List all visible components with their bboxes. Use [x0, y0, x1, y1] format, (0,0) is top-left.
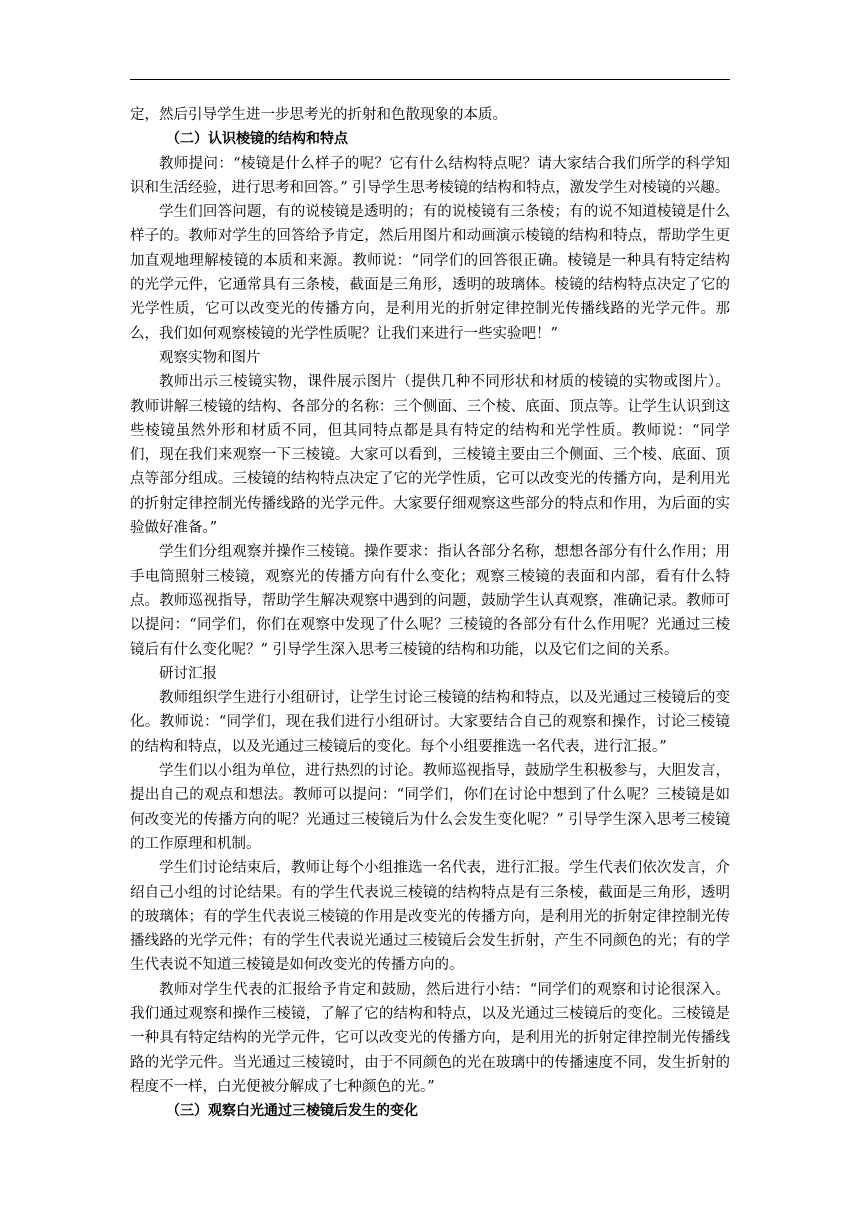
header-rule — [130, 79, 730, 80]
subheading-observe: 观察实物和图片 — [159, 349, 261, 366]
paragraph-continuation: 定，然后引导学生进一步思考光的折射和色散现象的本质。 — [130, 107, 507, 123]
paragraph: 教师出示三棱镜实物，课件展示图片（提供几种不同形状和材质的棱镜的实物或图片）。教师讲解三棱镜的结构、各部分的名称：三个侧面、三个棱、底面、顶点等。让学生认识到这些棱镜虽然外形和材质不同，但其同特点都是具有特定的结构和光学性质。教师说：“同学们，现在我们来观察一下三棱镜。大家可以看到，三棱镜主要由三个侧面、三个棱、底面、顶点等部分组成。三棱镜的结构特点决定了它的光学性质，它可以改变光的传播方向，是利用光的折射定律控制光传播线路的光学元件。大家要仔细观察这些部分的特点和作用，为后面的实验做好准备。” — [130, 374, 730, 537]
paragraph: 学生们以小组为单位，进行热烈的讨论。教师巡视指导，鼓励学生积极参与，大胆发言，提出自己的观点和想法。教师可以提问：“同学们，你们在讨论中想到了什么呢？三棱镜是如何改变光的传播方向的呢？光通过三棱镜后为什么会发生变化呢？” 引导学生深入思考三棱镜的工作原理和机制。 — [130, 763, 730, 852]
paragraph: 学生们回答问题，有的说棱镜是透明的；有的说棱镜有三条棱；有的说不知道棱镜是什么样子的。教师对学生的回答给予肯定，然后用图片和动画演示棱镜的结构和特点，帮助学生更加直观地理解棱镜的本质和来源。教师说：“同学们的回答很正确。棱镜是一种具有特定结构的光学元件，它通常具有三条棱，截面是三角形，透明的玻璃体。棱镜的结构特点决定了它的光学性质，它可以改变光的传播方向，是利用光的折射定律控制光传播线路的光学元件。那么，我们如何观察棱镜的光学性质呢？让我们来进行一些实验吧！” — [130, 204, 730, 342]
paragraph: 教师组织学生进行小组研讨，让学生讨论三棱镜的结构和特点，以及光通过三棱镜后的变化。教师说：“同学们，现在我们进行小组研讨。大家要结合自己的观察和操作，讨论三棱镜的结构和特点，以及光通过三棱镜后的变化。每个小组要推选一名代表，进行汇报。” — [130, 690, 730, 755]
section-heading-2: （二）认识棱镜的结构和特点 — [166, 131, 348, 148]
section-heading-3: （三）观察白光通过三棱镜后发生的变化 — [166, 1103, 418, 1120]
paragraph: 学生们分组观察并操作三棱镜。操作要求：指认各部分名称，想想各部分有什么作用；用手电筒照射三棱镜，观察光的传播方向有什么变化；观察三棱镜的表面和内部，看有什么特点。教师巡视指导，帮助学生解决观察中遇到的问题，鼓励学生认真观察，准确记录。教师可以提问：“同学们，你们在观察中发现了什么呢？三棱镜的各部分有什么作用呢？光通过三棱镜后有什么变化呢？” 引导学生深入思考三棱镜的结构和功能，以及它们之间的关系。 — [130, 544, 730, 658]
subheading-discussion: 研讨汇报 — [159, 665, 217, 682]
document-body — [130, 103, 730, 1123]
paragraph: 教师对学生代表的汇报给予肯定和鼓励，然后进行小结：“同学们的观察和讨论很深入。我们通过观察和操作三棱镜，了解了它的结构和特点，以及光通过三棱镜后的变化。三棱镜是一种具有特定结构的光学元件，它可以改变光的传播方向，是利用光的折射定律控制光传播线路的光学元件。当光通过三棱镜时，由于不同颜色的光在玻璃中的传播速度不同，发生折射的程度不一样，白光便被分解成了七种颜色的光。” — [130, 981, 730, 1095]
paragraph: 教师提问：“棱镜是什么样子的呢？它有什么结构特点呢？请大家结合我们所学的科学知识和生活经验，进行思考和回答。” 引导学生思考棱镜的结构和特点，激发学生对棱镜的兴趣。 — [130, 155, 730, 196]
paragraph: 学生们讨论结束后，教师让每个小组推选一名代表，进行汇报。学生代表们依次发言，介绍自己小组的讨论结果。有的学生代表说三棱镜的结构特点是有三条棱，截面是三角形，透明的玻璃体；有的学生代表说三棱镜的作用是改变光的传播方向，是利用光的折射定律控制光传播线路的光学元件；有的学生代表说光通过三棱镜后会发生折射，产生不同颜色的光；有的学生代表说不知道三棱镜是如何改变光的传播方向的。 — [130, 860, 730, 974]
